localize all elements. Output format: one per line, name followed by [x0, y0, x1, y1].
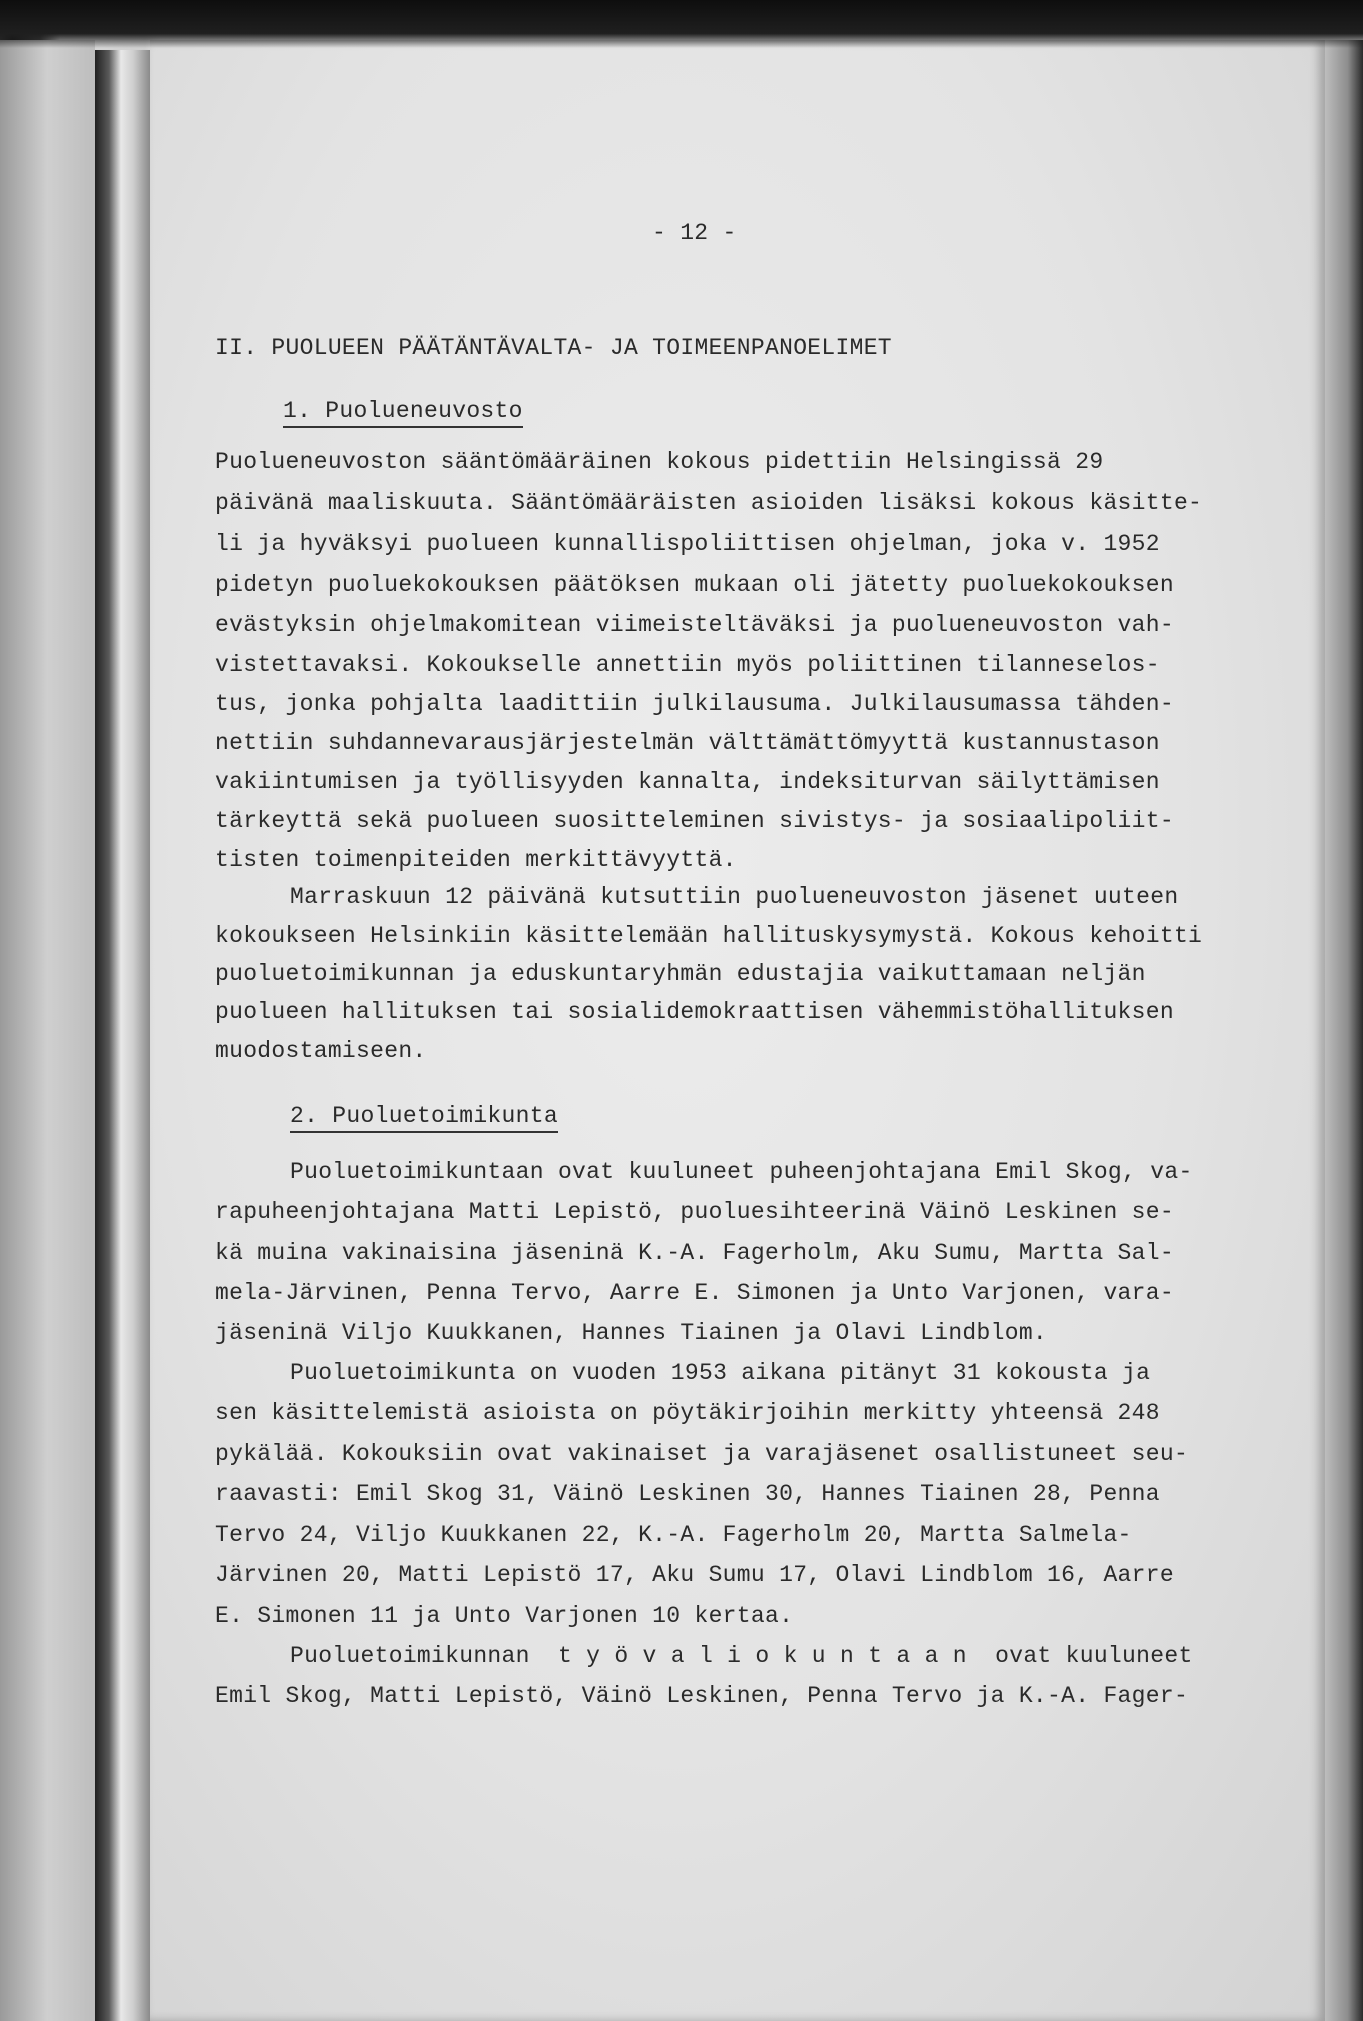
text-line: Tervo 24, Viljo Kuukkanen 22, K.-A. Fagerholm 20, Martta Salmela-	[215, 1522, 1132, 1548]
text-line: rapuheenjohtajana Matti Lepistö, puoluesihteerinä Väinö Leskinen se-	[215, 1199, 1174, 1225]
text-line: E. Simonen 11 ja Unto Varjonen 10 kertaa.	[215, 1603, 794, 1629]
text-line: Järvinen 20, Matti Lepistö 17, Aku Sumu 17, Olavi Lindblom 16, Aarre	[215, 1562, 1174, 1588]
text-line: Puolueneuvoston sääntömääräinen kokous pidettiin Helsingissä 29	[215, 449, 1104, 475]
text-line: Puoluetoimikunnan t y ö v a l i o k u n t a a n ovat kuuluneet	[290, 1643, 1193, 1669]
page-number: - 12 -	[652, 220, 737, 246]
text-line: sen käsittelemistä asioista on pöytäkirjoihin merkitty yhteensä 248	[215, 1400, 1160, 1426]
page-right-edge	[1325, 40, 1363, 2021]
text-line: pidetyn puoluekokouksen päätöksen mukaan oli jätetty puoluekokouksen	[215, 572, 1174, 598]
text-line: vistettavaksi. Kokoukselle annettiin myös poliittinen tilanneselos-	[215, 652, 1160, 678]
text-line: puoluetoimikunnan ja eduskuntaryhmän edustajia vaikuttamaan neljän	[215, 961, 1146, 987]
text-line: puolueen hallituksen tai sosialidemokraattisen vähemmistöhallituksen	[215, 999, 1174, 1025]
text-line: muodostamiseen.	[215, 1038, 427, 1064]
text-line: tisten toimenpiteiden merkittävyyttä.	[215, 847, 737, 873]
text-line: mela-Järvinen, Penna Tervo, Aarre E. Simonen ja Unto Varjonen, vara-	[215, 1280, 1174, 1306]
text-line: tärkeyttä sekä puolueen suositteleminen sivistys- ja sosiaalipoliit-	[215, 808, 1174, 834]
text-line: Puoluetoimikuntaan ovat kuuluneet puheenjohtajana Emil Skog, va-	[290, 1159, 1193, 1185]
text-line: Marraskuun 12 päivänä kutsuttiin puolueneuvoston jäsenet uuteen	[290, 884, 1179, 910]
text-line: Puoluetoimikunta on vuoden 1953 aikana pitänyt 31 kokousta ja	[290, 1360, 1151, 1386]
text-line: Emil Skog, Matti Lepistö, Väinö Leskinen, Penna Tervo ja K.-A. Fager-	[215, 1683, 1189, 1709]
left-scan-margin	[0, 40, 95, 2021]
text-line: jäseninä Viljo Kuukkanen, Hannes Tiainen ja Olavi Lindblom.	[215, 1320, 1048, 1346]
subsection-title-puolueneuvosto: 1. Puolueneuvosto	[283, 400, 523, 428]
text-line: päivänä maaliskuuta. Sääntömääräisten asioiden lisäksi kokous käsitte-	[215, 490, 1203, 516]
text-line: raavasti: Emil Skog 31, Väinö Leskinen 30, Hannes Tiainen 28, Penna	[215, 1481, 1160, 1507]
top-scan-shadow	[0, 0, 1363, 48]
text-line: li ja hyväksyi puolueen kunnallispoliittisen ohjelman, joka v. 1952	[215, 531, 1160, 557]
page-binding	[95, 50, 150, 2021]
subsection-title-puoluetoimikunta: 2. Puoluetoimikunta	[290, 1105, 558, 1133]
text-line: kä muina vakinaisina jäseninä K.-A. Fagerholm, Aku Sumu, Martta Sal-	[215, 1240, 1174, 1266]
text-line: evästyksin ohjelmakomitean viimeisteltäväksi ja puolueneuvoston vah-	[215, 612, 1174, 638]
text-line: pykälää. Kokouksiin ovat vakinaiset ja varajäsenet osallistuneet seu-	[215, 1441, 1189, 1467]
text-line: nettiin suhdannevarausjärjestelmän välttämättömyyttä kustannustason	[215, 730, 1160, 756]
text-line: kokoukseen Helsinkiin käsittelemään hallituskysymystä. Kokous kehoitti	[215, 923, 1203, 949]
text-line: tus, jonka pohjalta laadittiin julkilausuma. Julkilausumassa tähden-	[215, 691, 1174, 717]
text-line: vakiintumisen ja työllisyyden kannalta, indeksiturvan säilyttämisen	[215, 769, 1160, 795]
section-heading: II. PUOLUEEN PÄÄTÄNTÄVALTA- JA TOIMEENPANOELIMET	[215, 335, 892, 361]
